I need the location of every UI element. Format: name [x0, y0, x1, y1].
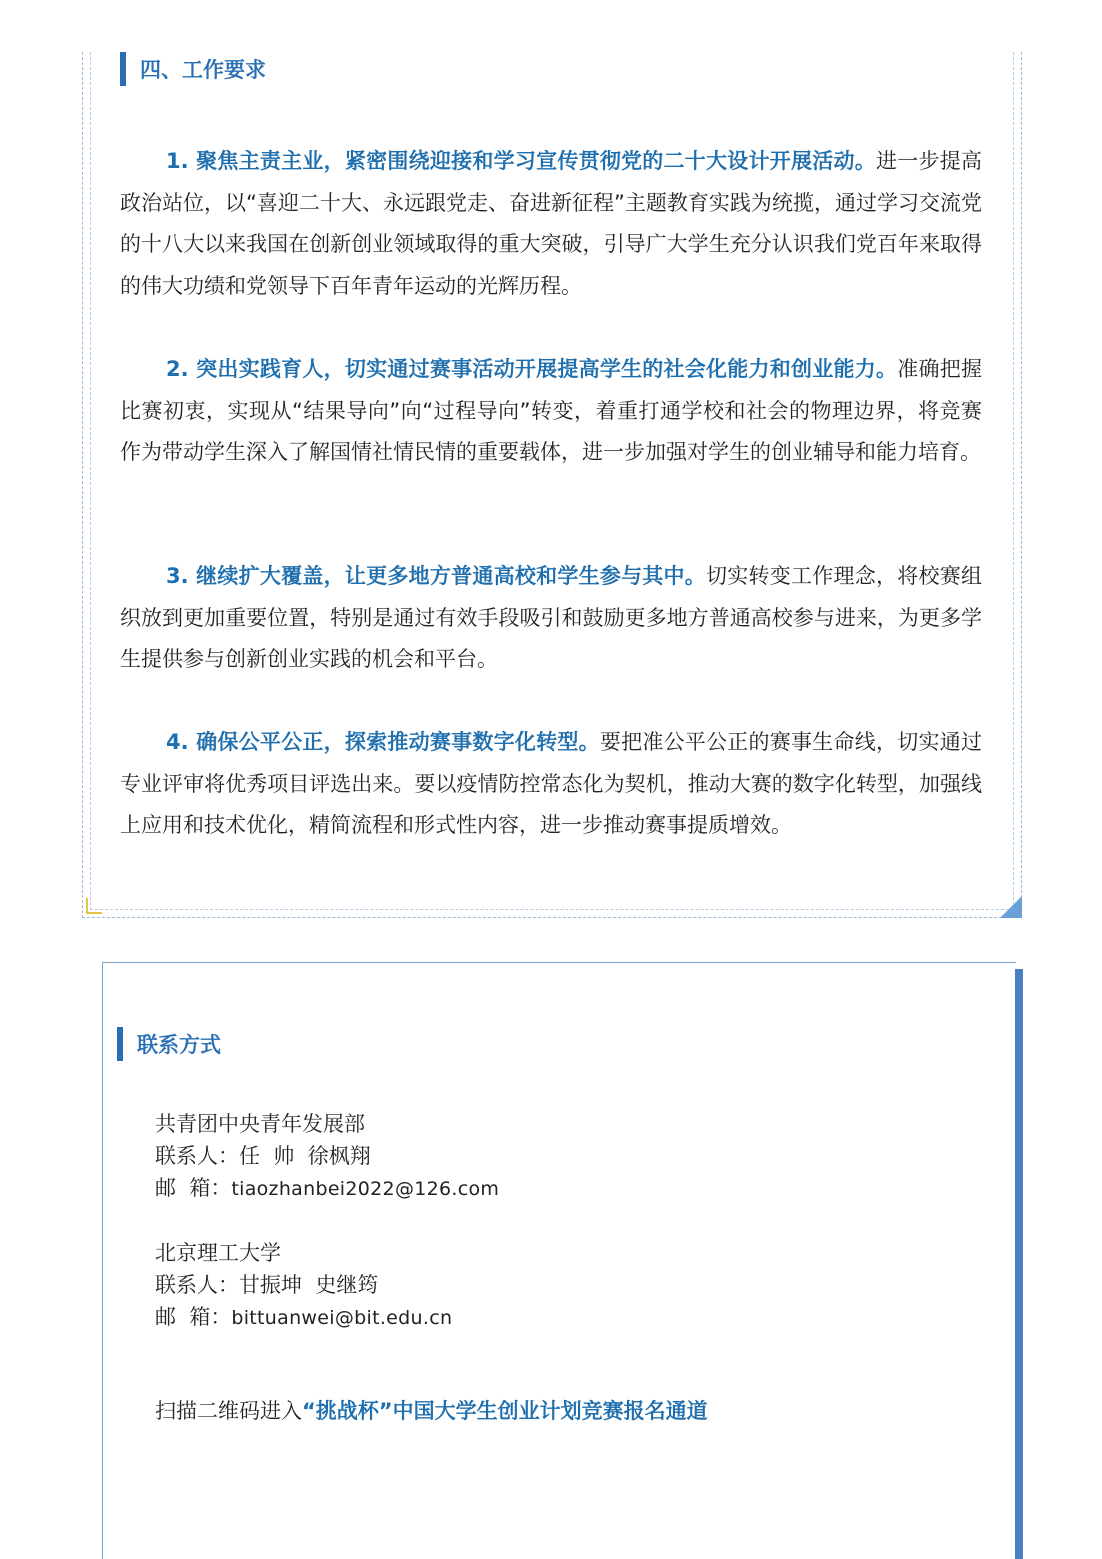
person-label: 联系人： — [155, 1144, 239, 1168]
requirement-paragraph-1 — [120, 141, 982, 307]
org2-email-line — [155, 1302, 452, 1333]
email-label: 邮 箱： — [155, 1176, 232, 1200]
requirement-lead-1: 1. 聚焦主责主业，紧密围绕迎接和学习宣传贯彻党的二十大设计开展活动。 — [166, 149, 877, 173]
corner-decoration-bottom-right — [1000, 896, 1022, 918]
requirement-body-3: 切实转变工作理念，将校赛组织放到更加重要位置，特别是通过有效手段吸引和鼓励更多地方普通高校参与进来，为更多学生提供参与创新创业实践的机会和平台。 — [120, 564, 982, 671]
org1-email-line — [155, 1173, 499, 1204]
person-names: 甘振坤 史继筠 — [239, 1273, 379, 1297]
requirement-lead-4: 4. 确保公平公正，探索推动赛事数字化转型。 — [166, 730, 600, 754]
org2-name: 北京理工大学 — [155, 1241, 281, 1265]
requirement-paragraph-2 — [120, 349, 982, 474]
requirement-body-1: 进一步提高政治站位，以“喜迎二十大、永远跟党走、奋进新征程”主题教育实践为统揽，通过学习交流党的十八大以来我国在创新创业领域取得的重大突破，引导广大学生充分认识我们党百年来取得的伟大功绩和党领导下百年青年运动的光辉历程。 — [120, 149, 982, 298]
org1-name: 共青团中央青年发展部 — [155, 1112, 365, 1136]
card-right-accent-rule — [1015, 969, 1023, 1559]
scan-prefix: 扫描二维码进入 — [155, 1399, 302, 1423]
qr-scan-instruction — [155, 1395, 708, 1425]
org2-contact-persons — [155, 1270, 378, 1300]
org2-email-link[interactable]: bittuanwei@bit.edu.cn — [231, 1307, 453, 1329]
section-heading-text: 四、工作要求 — [140, 58, 266, 82]
requirement-paragraph-4 — [120, 722, 982, 847]
person-names: 任 帅 徐枫翔 — [239, 1144, 371, 1168]
section-heading-contact — [117, 1027, 221, 1061]
org1-contact-persons — [155, 1141, 371, 1171]
section-heading-requirements — [120, 52, 266, 86]
requirement-paragraph-3 — [120, 556, 982, 681]
requirement-lead-2: 2. 突出实践育人，切实通过赛事活动开展提高学生的社会化能力和创业能力。 — [166, 357, 898, 381]
requirement-body-2: 准确把握比赛初衷，实现从“结果导向”向“过程导向”转变，着重打通学校和社会的物理边界，将竞赛作为带动学生深入了解国情社情民情的重要载体，进一步加强对学生的创业辅导和能力培育。 — [120, 357, 983, 464]
email-label: 邮 箱： — [155, 1305, 232, 1329]
heading-accent-bar — [120, 52, 126, 86]
heading-accent-bar — [117, 1027, 123, 1061]
requirement-body-4: 要把准公平公正的赛事生命线，切实通过专业评审将优秀项目评选出来。要以疫情防控常态化为契机，推动大赛的数字化转型，加强线上应用和技术优化，精简流程和形式性内容，进一步推动赛事提质增效。 — [120, 730, 983, 837]
org1-email-link[interactable]: tiaozhanbei2022@126.com — [231, 1178, 500, 1200]
section-heading-text: 联系方式 — [137, 1033, 221, 1057]
corner-decoration-bottom-left — [86, 898, 102, 914]
requirement-lead-3: 3. 继续扩大覆盖，让更多地方普通高校和学生参与其中。 — [166, 564, 707, 588]
registration-channel-link[interactable]: “挑战杯”中国大学生创业计划竞赛报名通道 — [302, 1399, 708, 1423]
work-requirements-card — [82, 0, 1022, 918]
person-label: 联系人： — [155, 1273, 239, 1297]
contact-card — [102, 962, 1016, 1559]
